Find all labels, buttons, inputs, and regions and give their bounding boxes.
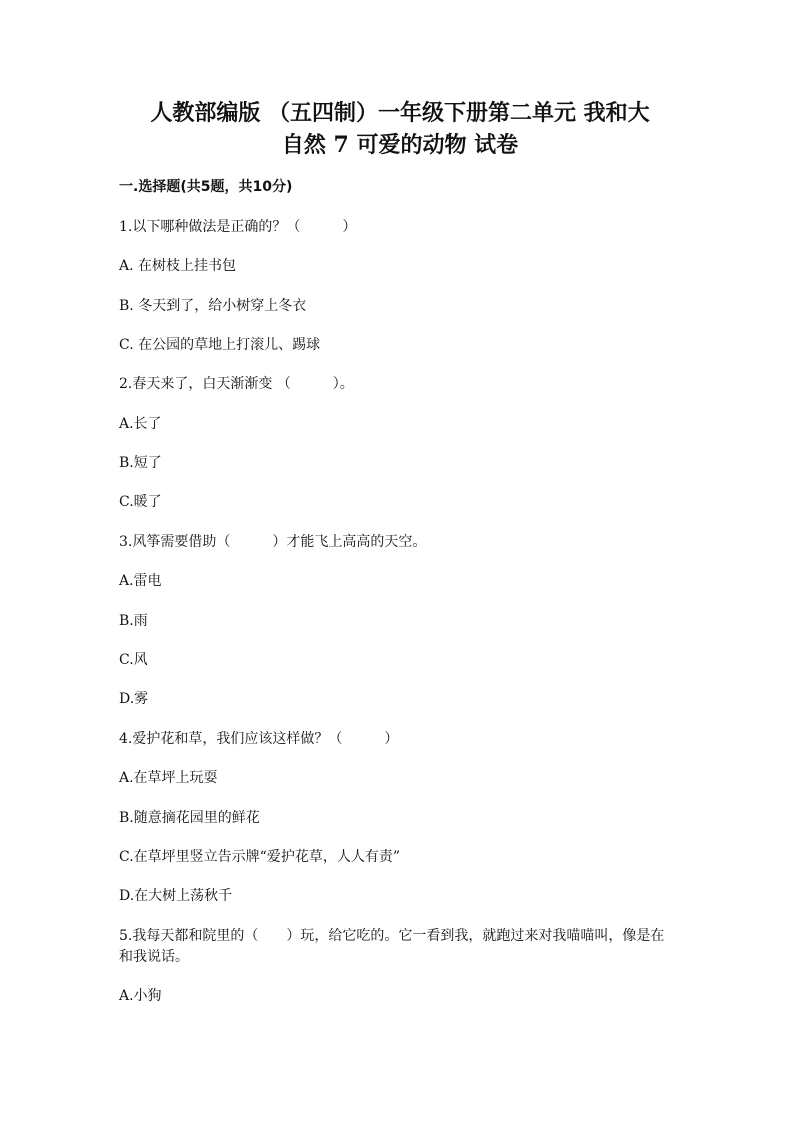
- question-4-option-d: D.在大树上荡秋千: [119, 888, 233, 904]
- question-4-option-a: A.在草坪上玩耍: [119, 770, 218, 786]
- document-title-line-1: 人教部编版 （五四制）一年级下册第二单元 我和大: [150, 100, 650, 126]
- question-1-option-a: A. 在树枝上挂书包: [119, 258, 237, 274]
- question-3-option-b: B.雨: [119, 613, 148, 629]
- question-1-option-c: C. 在公园的草地上打滚儿、踢球: [119, 337, 321, 353]
- question-1-stem: 1.以下哪种做法是正确的？（ ）: [119, 219, 357, 235]
- question-4-stem: 4.爱护花和草，我们应该这样做？（ ）: [119, 731, 399, 747]
- section-heading: 一.选择题(共5题，共10分): [119, 179, 293, 195]
- document-title-line-2: 自然 7 可爱的动物 试卷: [281, 132, 519, 158]
- question-5-option-a: A.小狗: [119, 988, 162, 1004]
- question-4-option-c: C.在草坪里竖立告示牌“爱护花草，人人有责”: [119, 849, 400, 865]
- question-5-stem: 5.我每天都和院里的（ ）玩，给它吃的。它一看到我，就跑过来对我喵喵叫，像是在和我说话。: [119, 928, 665, 965]
- question-4-option-b: B.随意摘花园里的鲜花: [119, 810, 260, 826]
- question-3-stem: 3.风筝需要借助（ ）才能飞上高高的天空。: [119, 534, 427, 550]
- question-1-option-b: B. 冬天到了，给小树穿上冬衣: [119, 298, 307, 314]
- question-2-option-a: A.长了: [119, 416, 162, 432]
- question-2-option-b: B.短了: [119, 455, 162, 471]
- question-2-option-c: C.暖了: [119, 494, 162, 510]
- question-3-option-d: D.雾: [119, 691, 149, 707]
- question-3-option-c: C.风: [119, 652, 148, 668]
- question-3-option-a: A.雷电: [119, 573, 162, 589]
- question-2-stem: 2.春天来了，白天渐渐变 （ ）。: [119, 376, 354, 392]
